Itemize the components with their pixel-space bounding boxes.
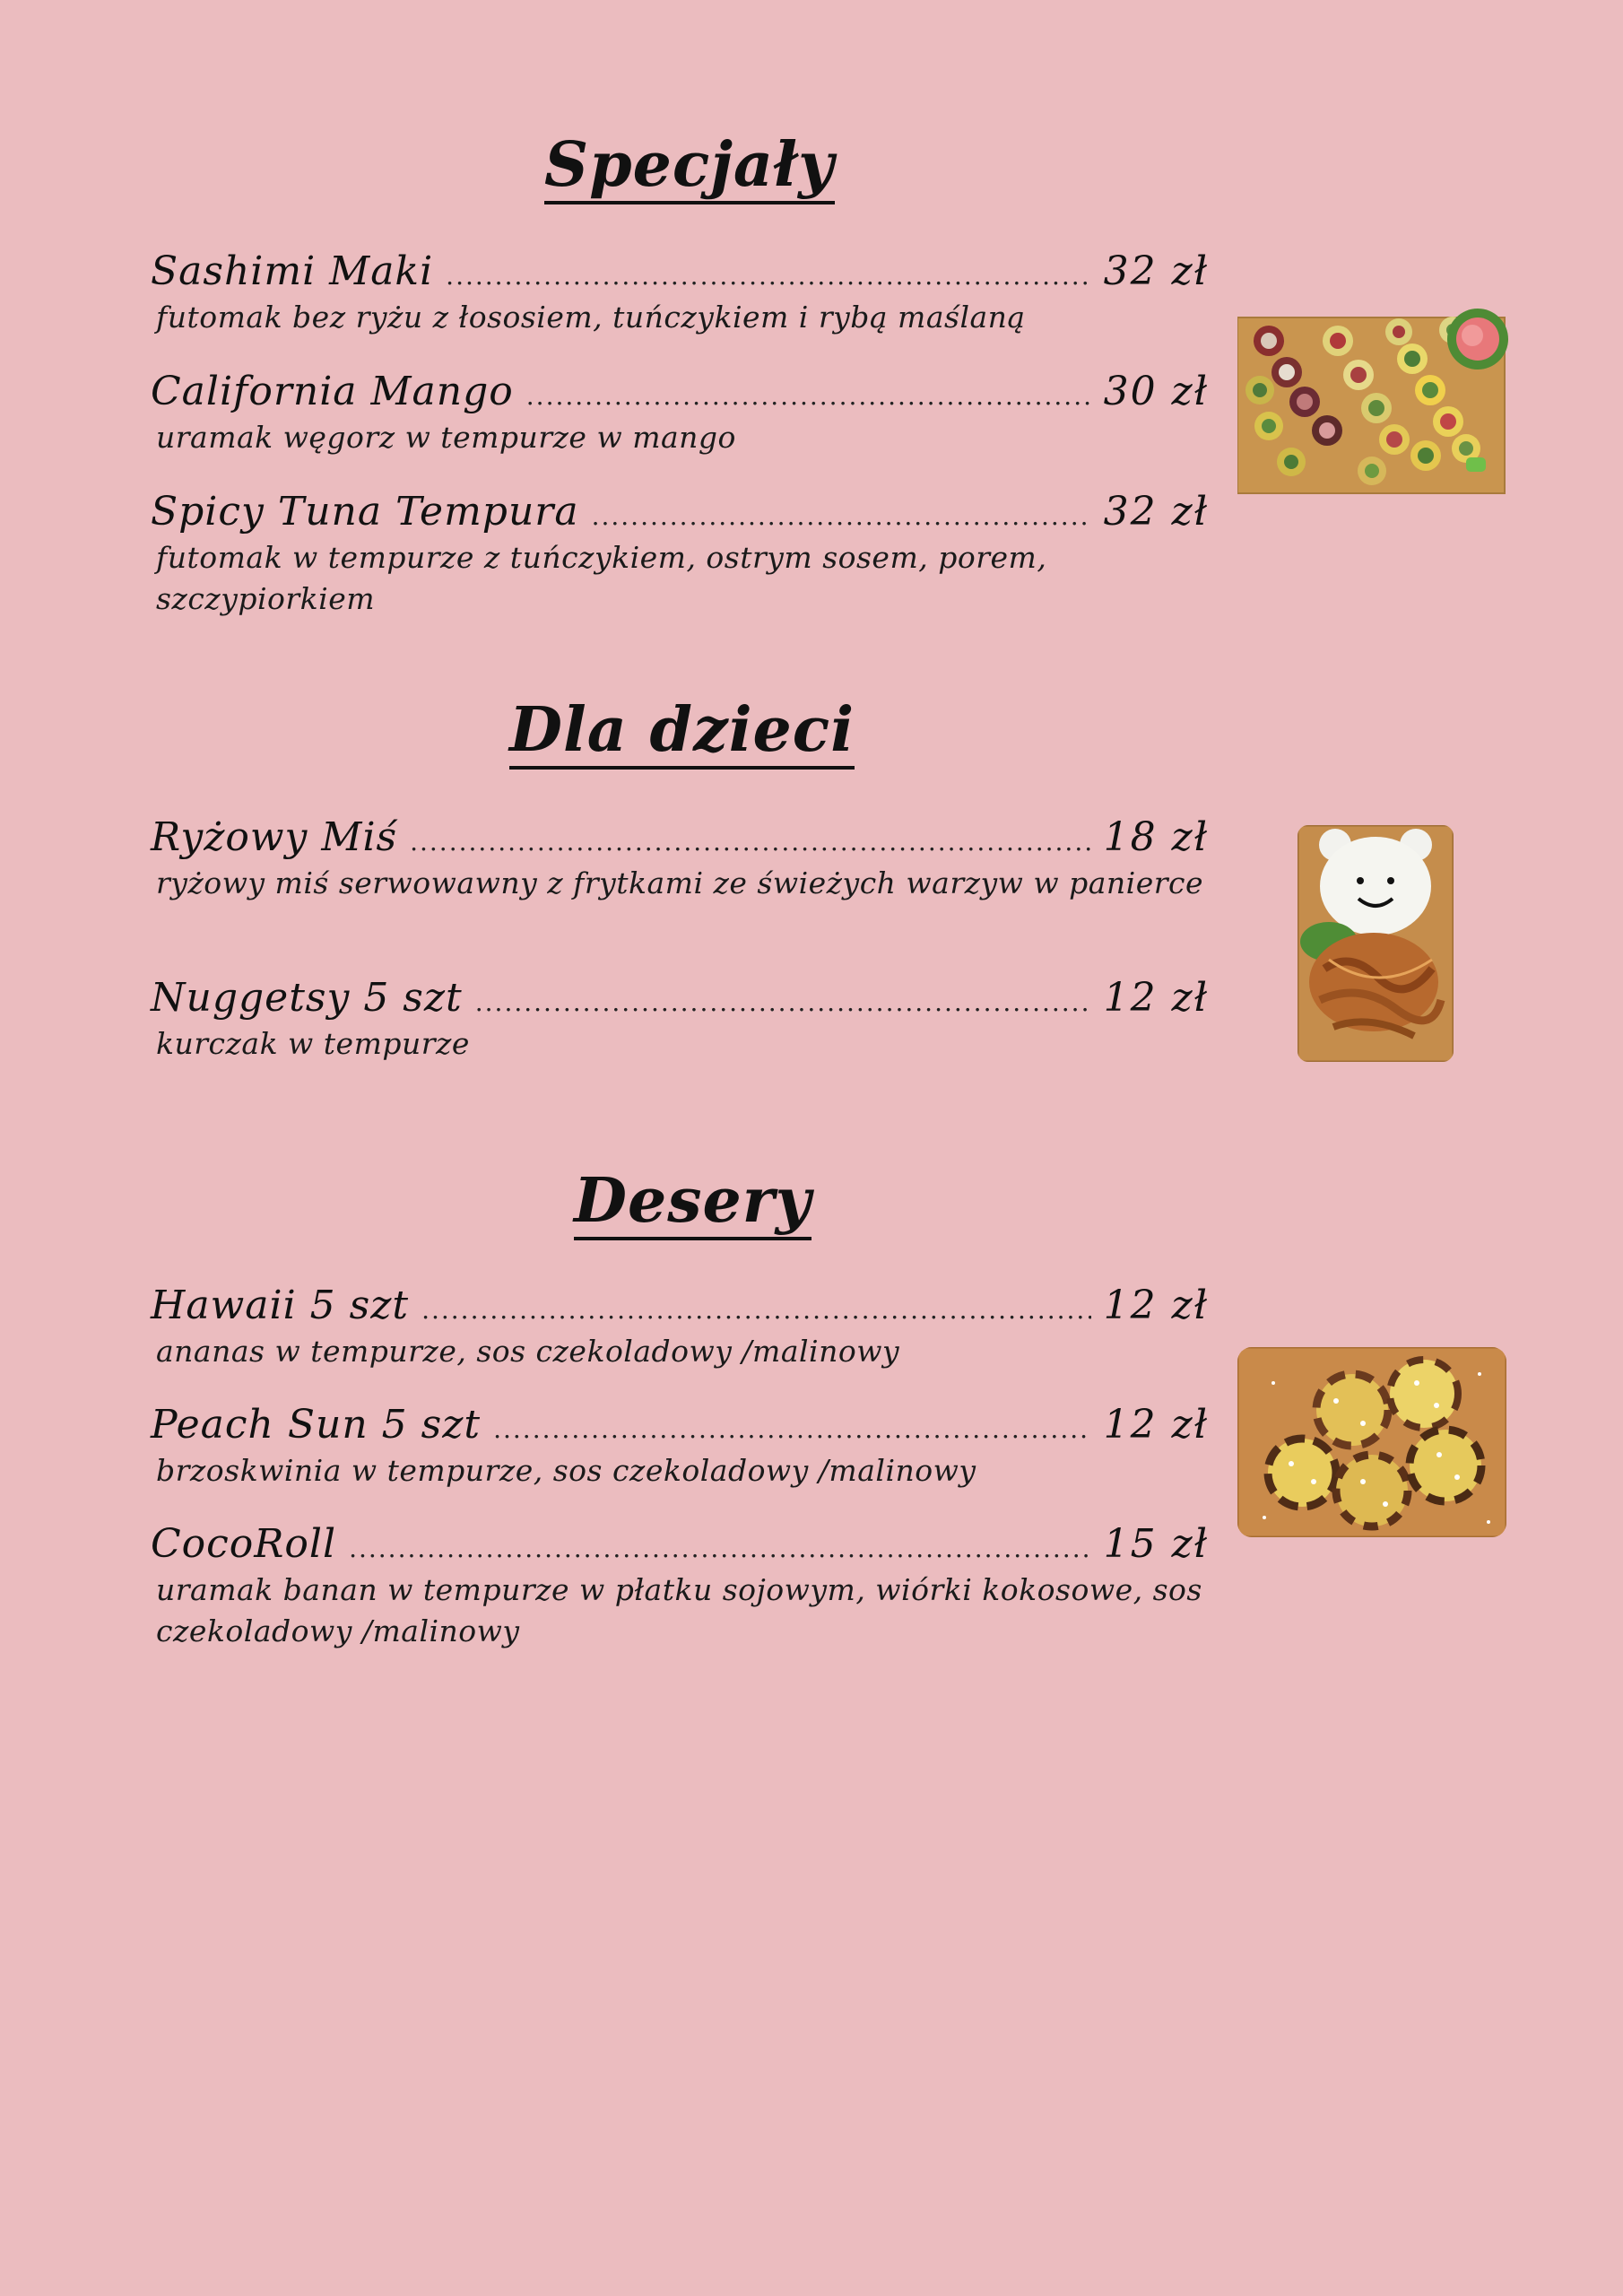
item-price: 32 zł	[1103, 489, 1209, 535]
item-description: brzoskwinia w tempurze, sos czekoladowy /malinowy	[156, 1452, 976, 1488]
item-description: kurczak w tempurze	[156, 1025, 470, 1061]
item-price: 12 zł	[1103, 1283, 1209, 1328]
item-description: uramak węgorz w tempurze w mango	[156, 419, 736, 455]
sushi-platter-photo	[1237, 305, 1515, 498]
rice-bear-image	[1298, 825, 1454, 1062]
item-name: Ryżowy Miś	[151, 814, 398, 860]
menu-item-spicy-tuna-tempura	[151, 490, 1209, 620]
item-name: Sashimi Maki	[151, 248, 434, 294]
item-price: 15 zł	[1103, 1521, 1209, 1567]
menu-item-cocoroll	[151, 1522, 1209, 1652]
item-name: CocoRoll	[151, 1521, 337, 1567]
item-name: Peach Sun 5 szt	[151, 1402, 482, 1448]
menu-item-ryzowy-mis	[151, 815, 1209, 904]
rice-bear-photo	[1298, 825, 1454, 1062]
section-title-specjaly: Specjały	[544, 135, 835, 204]
item-name: California Mango	[151, 369, 514, 414]
menu-item-california-mango	[151, 370, 1209, 458]
dot-leader	[446, 262, 1090, 291]
dessert-image	[1237, 1347, 1506, 1537]
item-name: Spicy Tuna Tempura	[151, 489, 579, 535]
menu-item-nuggetsy	[151, 976, 1209, 1065]
dot-leader	[493, 1415, 1090, 1444]
section-title-desery: Desery	[574, 1170, 812, 1240]
item-price: 32 zł	[1103, 248, 1209, 294]
sushi-platter-image	[1237, 305, 1515, 498]
item-description: uramak banan w tempurze w płatku sojowym, wiórki kokosowe, sos czekoladowy /malinowy	[156, 1571, 1202, 1648]
item-price: 18 zł	[1103, 814, 1209, 860]
item-name: Nuggetsy 5 szt	[151, 975, 463, 1021]
dot-leader	[421, 1296, 1091, 1325]
dot-leader	[410, 828, 1090, 857]
item-price: 30 zł	[1103, 369, 1209, 414]
dot-leader	[349, 1535, 1091, 1563]
dot-leader	[526, 382, 1091, 411]
item-description: futomak bez ryżu z łososiem, tuńczykiem i rybą maślaną	[156, 299, 1026, 335]
item-price: 12 zł	[1103, 975, 1209, 1021]
dot-leader	[475, 988, 1091, 1017]
item-description: ryżowy miś serwowawny z frytkami ze świeżych warzyw w panierce	[156, 865, 1204, 900]
item-price: 12 zł	[1103, 1402, 1209, 1448]
item-description: futomak w tempurze z tuńczykiem, ostrym sosem, porem, szczypiorkiem	[156, 539, 1047, 616]
menu-item-hawaii	[151, 1283, 1209, 1372]
menu-item-peach-sun	[151, 1403, 1209, 1492]
dot-leader	[592, 502, 1091, 531]
item-name: Hawaii 5 szt	[151, 1283, 410, 1328]
menu-item-sashimi-maki	[151, 249, 1209, 338]
section-title-dla-dzieci: Dla dzieci	[509, 700, 855, 770]
dessert-photo	[1237, 1347, 1506, 1537]
item-description: ananas w tempurze, sos czekoladowy /malinowy	[156, 1333, 900, 1369]
